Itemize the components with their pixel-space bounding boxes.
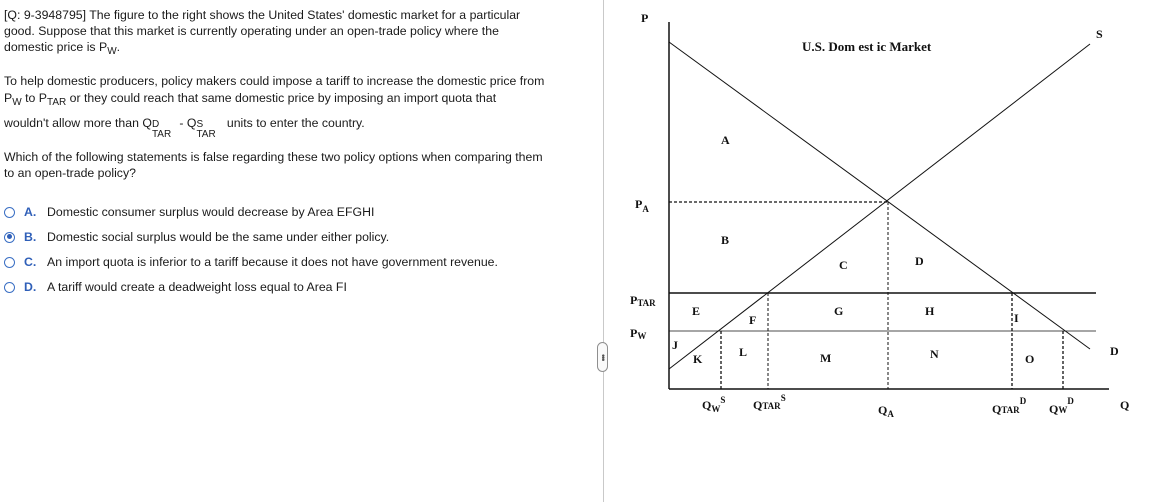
question-para2-line-3: wouldn't allow more than Q D TAR - Q S TAR units to enter the country. [4,116,365,140]
question-prompt-line-1: Which of the following statements is false regarding these two policy options when comparing them [4,150,543,164]
option-b-letter: B. [24,230,37,244]
option-c-letter: C. [24,255,37,269]
option-d-letter: D. [24,280,37,294]
y-axis-label: P [641,11,649,25]
area-label-l: L [739,345,748,359]
area-label-g: G [834,304,844,318]
qty-label-qa: $Q_A$ [878,403,894,419]
domestic-market-graph [604,0,1164,502]
qty-label-qtard: $QTAR^D$ [992,396,1027,416]
x-axis-label: Q [1120,398,1130,412]
area-label-m: M [820,351,832,365]
question-prompt-line-2: to an open-trade policy? [4,166,136,180]
radio-option-d[interactable] [4,282,15,293]
radio-option-c[interactable] [4,257,15,268]
area-label-e: E [692,304,701,318]
area-label-c: C [839,258,848,272]
option-a-text: Domestic consumer surplus would decrease by Area EFGHI [47,205,375,219]
area-label-b: B [721,233,730,247]
radio-option-b-selected[interactable] [4,232,15,243]
question-para2-line-2: $P_W$ to $P_{TAR}$ or they could reach that same domestic price by imposing an import quota that [4,91,497,108]
area-label-j: J [672,338,678,352]
price-label-ptar: PTAR [630,293,656,308]
graph-title: U.S. Dom est ic Market [802,39,932,54]
area-label-h: H [925,304,935,318]
question-intro-line-3: domestic price is $P_W$. [4,40,121,57]
option-a-letter: A. [24,205,37,219]
option-b[interactable] [4,228,389,246]
question-intro-line-1: [Q: 9-3948795] The figure to the right shows the United States' domestic market for a particular [4,8,521,22]
area-label-k: K [693,352,703,366]
option-b-text: Domestic social surplus would be the same under either policy. [47,230,390,244]
area-label-a: A [721,133,730,147]
radio-option-a[interactable] [4,207,15,218]
demand-curve [669,42,1090,349]
demand-label: D [1110,344,1119,358]
price-label-pa: $P_A$ [635,197,649,214]
area-label-n: N [930,347,939,361]
option-c-text: An import quota is inferior to a tariff because it does not have government revenue. [47,255,498,269]
area-label-o: O [1025,352,1035,366]
area-label-i: I [1014,311,1019,325]
option-d-text: A tariff would create a deadweight loss equal to Area FI [47,280,347,294]
option-a[interactable] [4,203,374,221]
qty-label-qwd: $QW^D$ [1049,396,1074,416]
price-label-pw: PW [630,326,647,341]
qty-label-qtars: $QTAR^S$ [753,393,786,412]
supply-curve [669,44,1090,369]
supply-label: S [1096,27,1103,41]
question-intro-line-2: good. Suppose that this market is currently operating under an open-trade policy where the [4,24,499,38]
qty-label-qws: $Q_W^S$ [702,395,726,414]
option-c[interactable] [4,253,498,271]
area-label-f: F [749,313,757,327]
option-d[interactable] [4,278,347,296]
drag-dots-icon: ••• [598,353,608,361]
area-label-d: D [915,254,924,268]
question-para2-line-1: To help domestic producers, policy makers could impose a tariff to increase the domestic price from [4,74,545,88]
